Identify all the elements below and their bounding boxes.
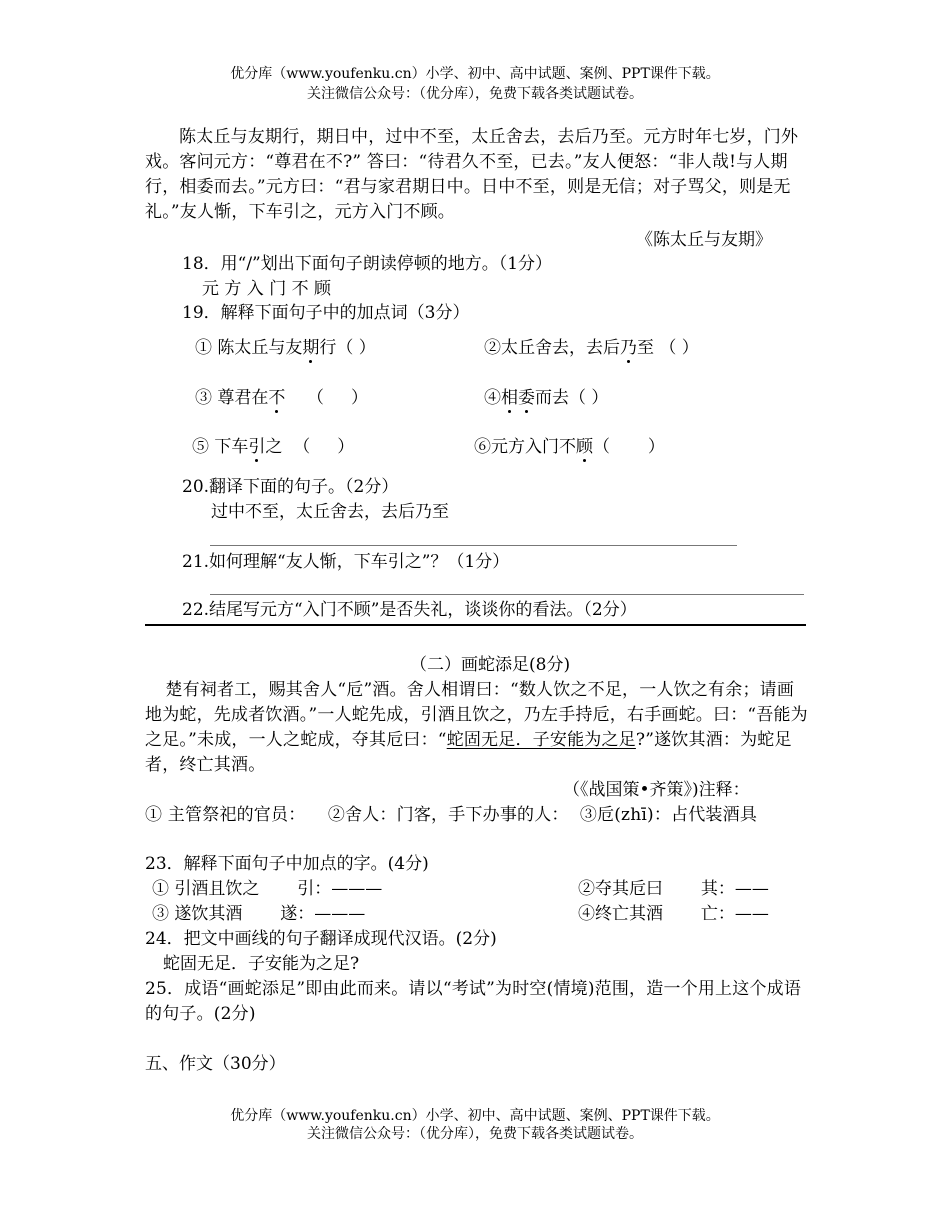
q19-item-2-dotted: 乃	[620, 338, 637, 358]
q19-item-6-post: （ ）	[593, 437, 665, 457]
q19-item-2	[484, 336, 699, 361]
q19-item-1-dotted: 期	[302, 338, 320, 358]
question-20-sentence: 过中不至，太丘舍去，去后乃至	[211, 502, 449, 522]
q19-item-3-dotted: 不	[268, 388, 286, 408]
question-24: 24．把文中画线的句子翻译成现代汉语。(2分)	[145, 929, 497, 949]
q19-item-4-post: 而去（ ）	[535, 388, 609, 408]
page-header-line-1: 优分库（www.youfenku.cn）小学、初中、高中试题、案例、PPT课件下载。	[230, 66, 720, 82]
underlined-sentence: 蛇固无足．子安能为之足	[446, 730, 636, 750]
q19-item-2-pre: ②太丘舍去，去后	[484, 338, 620, 358]
question-18: 18．用“/”划出下面句子朗读停顿的地方。（1分）	[182, 254, 553, 274]
question-19: 19．解释下面句子中的加点词（3分）	[182, 303, 470, 323]
q19-item-4-dotted-2: 委	[518, 388, 535, 408]
q19-item-3-post: （ ）	[285, 388, 369, 408]
q23-item-1: ① 引酒且饮之 引：———	[152, 879, 383, 899]
question-18-sentence: 元 方 入 门 不 顾	[202, 279, 332, 299]
passage-main-text: 楚有祠者工，赐其舍人“卮”酒。舍人相谓曰：“数人饮之不足，一人饮之有余；请画地为蛇，先成者饮酒。”一人蛇先成，引酒且饮之，乃左手持卮，右手画蛇。曰：“吾能为之足。”未成，一人之蛇成，夺其卮曰：“	[145, 680, 808, 750]
q19-item-4-pre: ④	[484, 388, 501, 408]
q19-item-4-dotted-1: 相	[501, 388, 518, 408]
section-divider	[145, 624, 806, 626]
question-21: 21.如何理解“友人惭，下车引之”？（1分）	[182, 552, 510, 572]
q19-item-2-post: 至 （ ）	[637, 338, 699, 358]
question-24-sentence: 蛇固无足．子安能为之足?	[163, 954, 360, 974]
passage-end-text: ?”遂饮其酒：为蛇足者，终亡其酒。	[145, 730, 792, 775]
q19-item-1-pre: ① 陈太丘与友	[195, 338, 303, 358]
annotations: ① 主管祭祀的官员： ②舍人：门客，手下办事的人： ③卮(zhī)：占代装酒具	[145, 805, 758, 825]
question-23: 23．解释下面句子中加点的字。(4分)	[145, 854, 429, 874]
q19-item-5	[192, 435, 354, 460]
q19-item-5-dotted: 引	[248, 437, 266, 457]
q19-item-5-pre: ⑤ 下车	[192, 437, 249, 457]
passage-chen-taiqiu: 陈太丘与友期行，期日中，过中不至，太丘舍去，去后乃至。元方时年七岁，门外戏。客问元方：“尊君在不?” 答曰：“待君久不至，已去。”友人便怒：“非人哉!与人期行，相委而去。”元方曰：“君与家君期日中。日中不至，则是无信；对子骂父，则是无礼。”友人惭，下车引之，元方入门不顾。	[145, 127, 799, 222]
page-footer-line-2: 关注微信公众号：（优分库），免费下载各类试题试卷。	[307, 1126, 643, 1142]
q19-item-1-post: 行（ ）	[319, 338, 376, 358]
q23-item-3: ③ 遂饮其酒 遂：———	[152, 904, 366, 924]
q23-item-4: ④终亡其酒 亡：——	[578, 904, 769, 924]
q19-item-6	[474, 435, 665, 460]
q19-item-1	[195, 336, 376, 361]
passage-source: 《陈太丘与友期》	[636, 230, 772, 250]
page-footer-line-1: 优分库（www.youfenku.cn）小学、初中、高中试题、案例、PPT课件下载。	[230, 1108, 720, 1124]
q23-item-2: ②夺其卮曰 其：——	[578, 879, 769, 899]
passage-hua-she-tian-zu	[145, 678, 810, 778]
passage-2-source: （《战国策•齐策》)注释：	[563, 780, 750, 800]
page-header-line-2: 关注微信公众号：（优分库），免费下载各类试题试卷。	[307, 86, 643, 102]
q19-item-6-dotted: 顾	[576, 437, 593, 457]
question-20: 20.翻译下面的句子。（2分）	[182, 477, 399, 497]
q19-item-6-pre: ⑥元方入门不	[474, 437, 576, 457]
q20-answer-line	[210, 545, 737, 546]
q19-item-3-pre: ③ 尊君在	[195, 388, 269, 408]
section-5-title: 五、作文（30分）	[145, 1054, 286, 1074]
q19-item-3	[195, 386, 368, 411]
question-25: 25．成语“画蛇添足”即由此而来。请以“考试”为时空(情境)范围，造一个用上这个成语的句子。(2分)	[145, 979, 802, 1024]
question-22: 22.结尾写元方“入门不顾”是否失礼，谈谈你的看法。（2分）	[182, 600, 637, 620]
q19-item-5-post: 之 （ ）	[265, 437, 355, 457]
q19-item-4	[484, 386, 608, 411]
q21-answer-line	[210, 594, 804, 595]
section-2-title: （二）画蛇添足(8分)	[410, 655, 571, 675]
